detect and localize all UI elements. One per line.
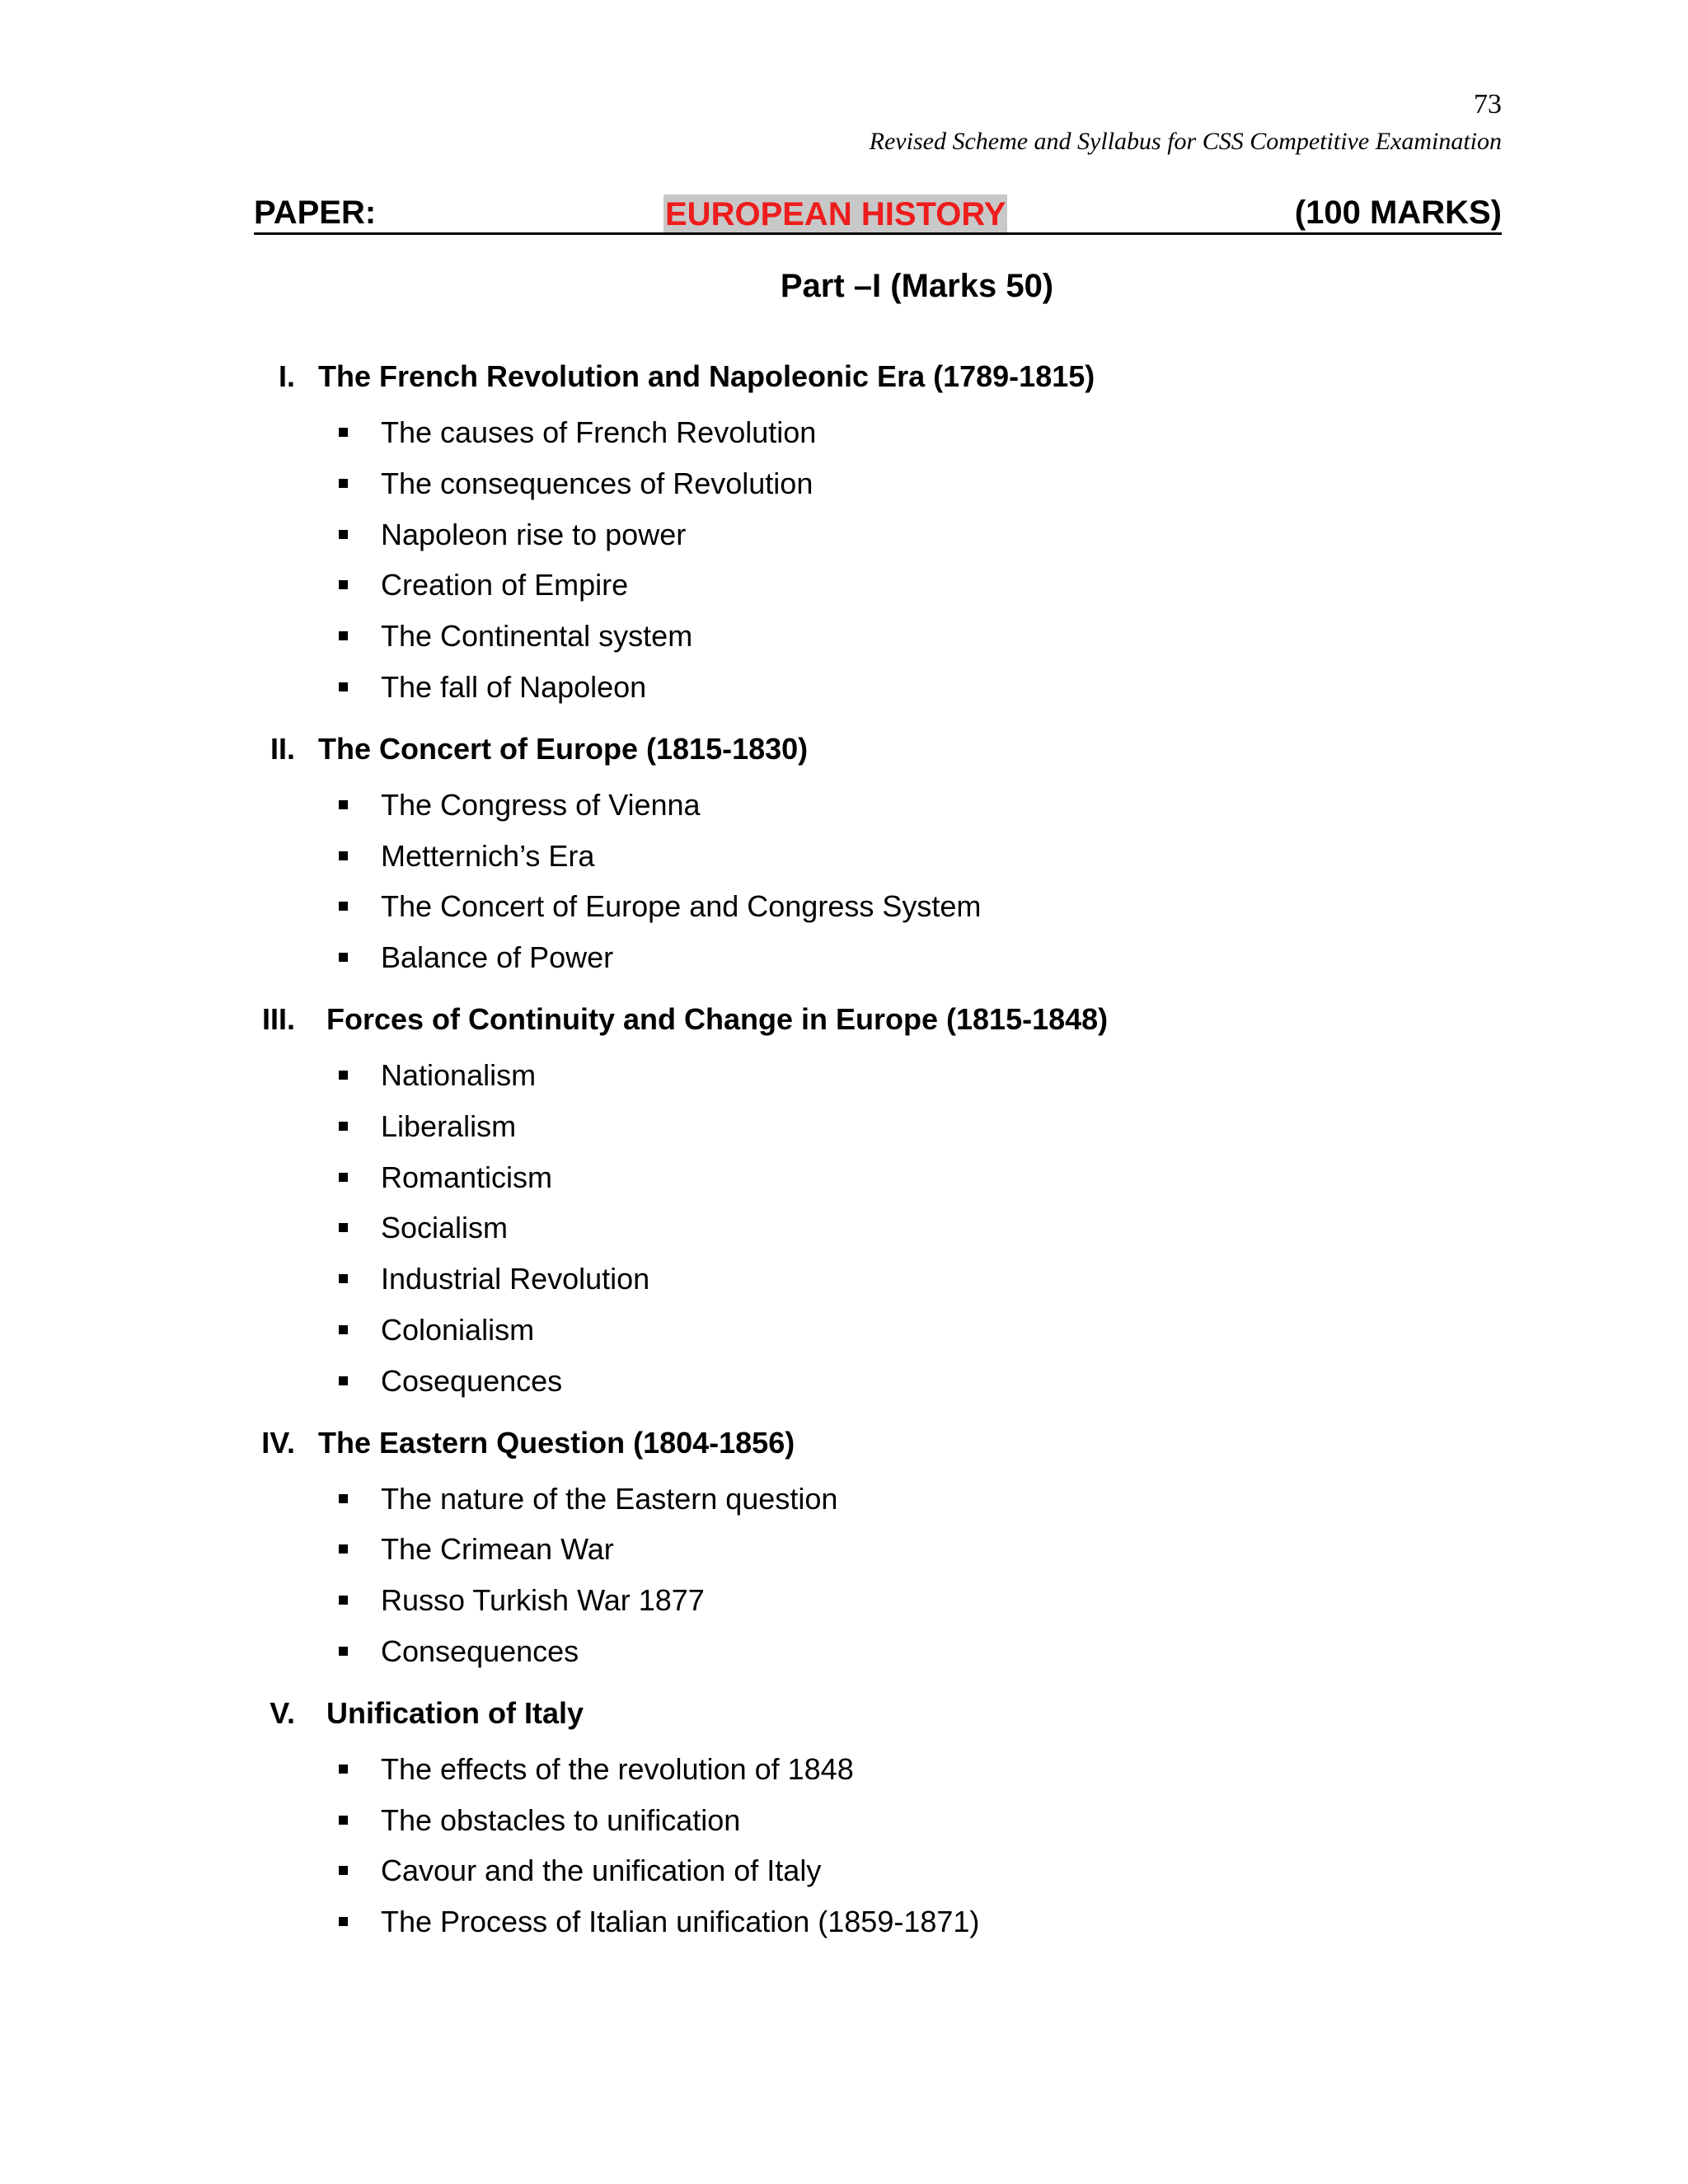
section-numeral: IV. [261,1425,295,1460]
square-bullet-icon [339,631,348,640]
square-bullet-icon [339,530,348,539]
topic-text: Balance of Power [381,940,614,975]
list-item [0,1152,1688,1203]
list-item [0,560,1688,611]
section-title: The French Revolution and Napoleonic Era (1789-1815) [318,359,1095,393]
topic-text: The effects of the revolution of 1848 [381,1751,854,1786]
square-bullet-icon [339,1647,348,1656]
topic-text: Cavour and the unification of Italy [381,1854,822,1888]
section-title: The Concert of Europe (1815-1830) [318,731,809,766]
square-bullet-icon [339,1071,348,1080]
topic-text: Metternich’s Era [381,838,595,873]
list-item [0,1626,1688,1677]
square-bullet-icon [339,1274,348,1283]
topic-text: The Concert of Europe and Congress System [381,889,982,924]
section-heading [0,729,1688,770]
syllabus-section [0,1422,1688,1677]
syllabus-section [0,999,1688,1407]
topic-text: Nationalism [381,1057,537,1092]
topic-text: The Congress of Vienna [381,787,701,822]
topic-text: Creation of Empire [381,568,629,602]
list-item [0,1050,1688,1101]
syllabus-sections [0,356,1688,1963]
topic-text: The causes of French Revolution [381,415,817,449]
part-heading: Part –I (Marks 50) [780,268,1054,304]
list-item [0,662,1688,713]
topic-text: Cosequences [381,1363,563,1398]
list-item [0,509,1688,560]
square-bullet-icon [339,1325,348,1334]
topic-list [0,780,1688,983]
square-bullet-icon [339,1494,348,1503]
square-bullet-icon [339,800,348,809]
list-item [0,1575,1688,1626]
topic-text: The Process of Italian unification (1859-1871) [381,1905,980,1939]
list-item [0,1356,1688,1407]
square-bullet-icon [339,1122,348,1131]
topic-list [0,1474,1688,1677]
list-item [0,1101,1688,1152]
list-item [0,780,1688,831]
topic-text: The obstacles to unification [381,1802,741,1837]
topic-text: Russo Turkish War 1877 [381,1583,705,1618]
square-bullet-icon [339,1816,348,1825]
topic-text: Napoleon rise to power [381,517,687,551]
square-bullet-icon [339,1223,348,1232]
square-bullet-icon [339,851,348,860]
square-bullet-icon [339,580,348,589]
square-bullet-icon [339,428,348,437]
list-item [0,1305,1688,1356]
list-item [0,881,1688,932]
list-item [0,1744,1688,1795]
topic-list [0,1744,1688,1947]
square-bullet-icon [339,1596,348,1605]
section-numeral: II. [270,731,295,766]
syllabus-section [0,1693,1688,1947]
square-bullet-icon [339,682,348,691]
square-bullet-icon [339,953,348,962]
topic-text: Socialism [381,1211,509,1245]
topic-text: Colonialism [381,1312,535,1347]
paper-title: EUROPEAN HISTORY [665,196,1006,232]
section-heading [0,356,1688,397]
square-bullet-icon [339,1866,348,1875]
list-item [0,611,1688,662]
square-bullet-icon [339,1765,348,1774]
list-item [0,1795,1688,1846]
topic-list [0,407,1688,713]
topic-text: The fall of Napoleon [381,669,647,704]
list-item [0,1896,1688,1947]
section-heading [0,999,1688,1040]
list-item [0,458,1688,509]
topic-text: Romanticism [381,1160,553,1194]
square-bullet-icon [339,1917,348,1926]
section-numeral: V. [270,1695,295,1730]
topic-text: Industrial Revolution [381,1262,650,1296]
paper-marks: (100 MARKS) [1294,194,1502,231]
topic-text: The nature of the Eastern question [381,1481,838,1516]
section-heading [0,1693,1688,1734]
topic-list [0,1050,1688,1407]
list-item [0,407,1688,458]
list-item [0,1254,1688,1305]
square-bullet-icon [339,1173,348,1182]
list-item [0,1524,1688,1575]
list-item [0,932,1688,983]
section-title: Unification of Italy [326,1695,584,1730]
topic-text: The Continental system [381,619,693,654]
list-item [0,1474,1688,1525]
list-item [0,831,1688,882]
square-bullet-icon [339,479,348,488]
section-heading [0,1422,1688,1464]
square-bullet-icon [339,902,348,911]
syllabus-section [0,356,1688,713]
square-bullet-icon [339,1544,348,1554]
topic-text: The consequences of Revolution [381,466,814,500]
section-numeral: III. [261,1001,295,1036]
running-header: Revised Scheme and Syllabus for CSS Competitive Examination [869,128,1502,155]
section-title: The Eastern Question (1804-1856) [318,1425,795,1460]
page-number: 73 [1474,89,1502,120]
paper-heading-line [254,186,1502,235]
section-numeral: I. [278,359,295,393]
topic-text: Consequences [381,1633,579,1668]
section-title: Forces of Continuity and Change in Europe (1815-1848) [326,1001,1109,1036]
list-item [0,1845,1688,1896]
paper-label: PAPER: [254,194,377,231]
topic-text: Liberalism [381,1108,517,1143]
syllabus-section [0,729,1688,983]
topic-text: The Crimean War [381,1532,614,1567]
square-bullet-icon [339,1376,348,1385]
list-item [0,1202,1688,1254]
